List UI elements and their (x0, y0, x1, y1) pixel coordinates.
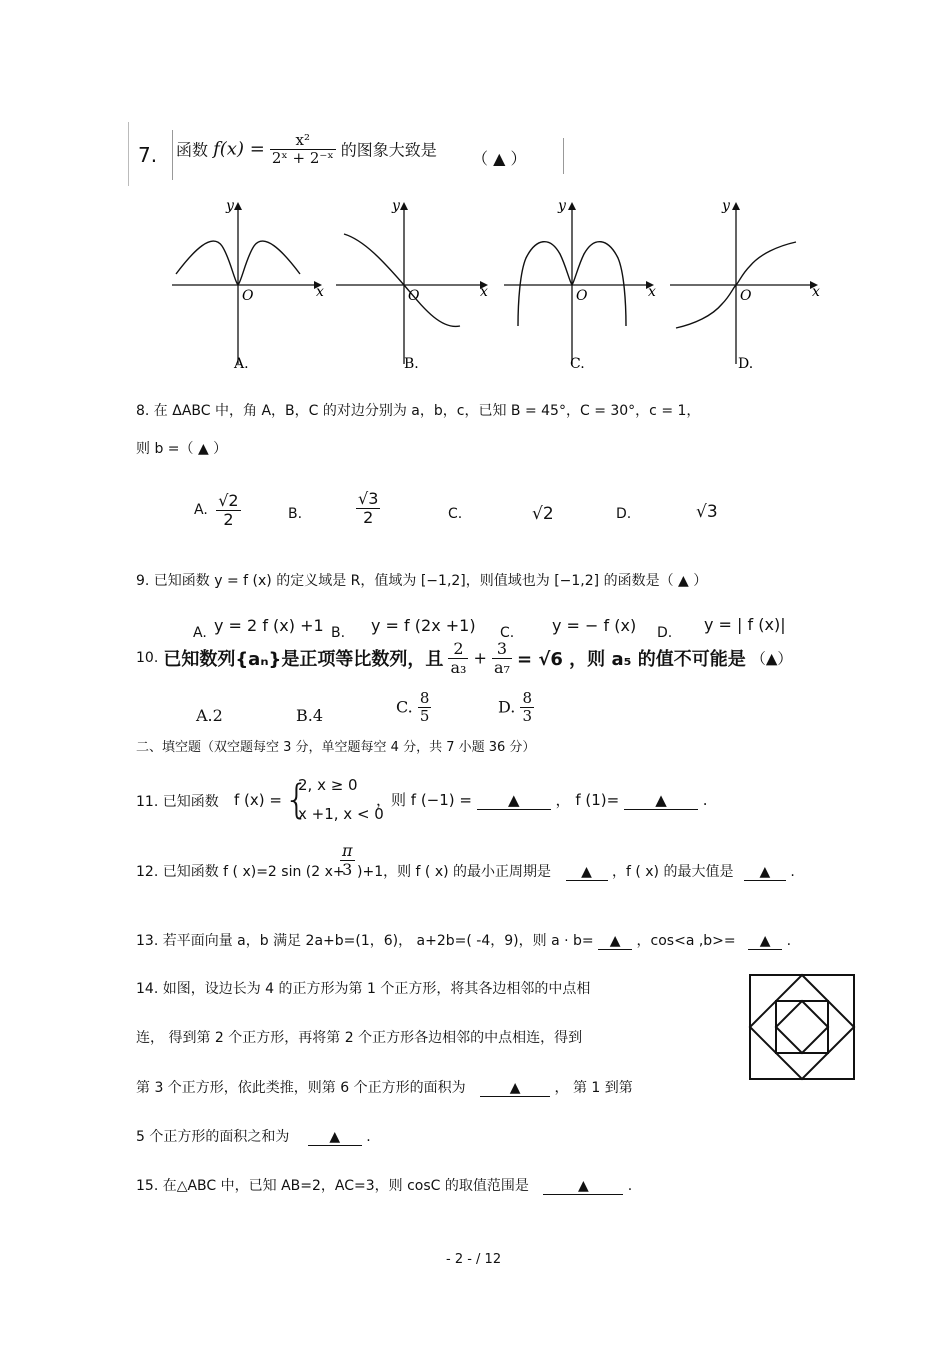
q11-blank-2[interactable]: ▲ (624, 791, 698, 810)
q11-sep: ， f (1)= (555, 791, 620, 809)
q9-option-a-value: y = 2 f (x) +1 (214, 616, 324, 635)
q8-option-b-label: B. (288, 506, 303, 522)
graph-b (336, 198, 488, 372)
q7-stem-prefix: 函数 (176, 140, 209, 160)
q10-answer: （▲） (750, 649, 793, 668)
q12-end: . (790, 864, 795, 880)
q11-fx: f (x) = (234, 791, 282, 809)
q10-eq: = √6 ，则 a₅ 的值不可能是 (517, 649, 746, 671)
graph-b-y: y (392, 198, 400, 214)
q8-option-a-label: A. (194, 502, 208, 519)
graph-a-y: y (226, 198, 234, 214)
q10-option-a-value: 2 (212, 706, 223, 725)
q12-pi-den: 3 (342, 859, 353, 879)
q9-option-a-label: A. (193, 625, 207, 641)
section-2-heading: 二、填空题（双空题每空 3 分，单空题每空 4 分，共 7 小题 36 分） (136, 740, 536, 755)
q12-pi-num: π (342, 841, 353, 860)
q7-answer: （ ▲ ） (472, 149, 527, 168)
q8-line1: 8. 在 ΔABC 中，角 A，B，C 的对边分别为 a，b，c，已知 B = 45°，C = 30°，c = 1， (136, 403, 701, 419)
q8-option-b-frac (356, 490, 380, 526)
q12-blank-2[interactable]: ▲ (744, 864, 786, 881)
q12-prefix: 12. 已知函数 f ( x)=2 sin (2 x+ (136, 864, 345, 880)
q8-option-a-frac (216, 492, 240, 528)
q9-option-b-value: y = f (2x +1) (371, 616, 476, 635)
q10-option-c-label: C. (396, 697, 413, 717)
graph-d-label: D. (738, 356, 754, 372)
q13-text: 13. 若平面向量 a，b 满足 2a+b=(1，6)， a+2b=( -4，9)，则 a · b= (136, 933, 594, 949)
graph-d-y: y (722, 198, 730, 214)
q13-end: . (786, 933, 792, 949)
q14-nested-squares-figure (748, 973, 856, 1081)
q8-line2: 则 b =（ ▲ ） (136, 441, 228, 457)
q12-frac (340, 842, 355, 878)
q10-option-d-frac (520, 690, 534, 724)
q9-option-c-value: y = − f (x) (552, 616, 637, 635)
q15-end: . (627, 1178, 633, 1194)
q13-line (136, 930, 791, 950)
q10-option-b-label: B. (296, 706, 313, 725)
graph-b-o: O (408, 288, 420, 304)
q7-frame-right (563, 138, 564, 174)
q14-blank-1[interactable]: ▲ (480, 1080, 550, 1097)
graph-c-o: O (576, 288, 588, 304)
q10-option-a (196, 706, 223, 725)
q8-option-c-label: C. (448, 506, 463, 522)
q13-blank-1[interactable]: ▲ (598, 933, 632, 950)
q7-fraction (270, 132, 336, 166)
q12-sep: ，f ( x) 的最大值是 (611, 864, 734, 880)
q10-stem (136, 640, 792, 676)
page-number: - 2 - / 12 (446, 1252, 502, 1267)
q8-option-a-den: 2 (223, 509, 234, 529)
q8-option-d-value: √3 (696, 502, 718, 522)
q11-prefix: 11. 已知函数 (136, 794, 219, 810)
q14-line3a: 第 3 个正方形，依此类推，则第 6 个正方形的面积为 (136, 1080, 466, 1096)
q8-option-b-den: 2 (363, 507, 374, 527)
graph-a-label: A. (234, 356, 249, 372)
q9-option-d-value: y = | f (x)| (704, 615, 786, 634)
q8-option-b (356, 490, 380, 526)
q10-option-d (498, 690, 534, 724)
q14-line4b: . (366, 1129, 371, 1145)
q10-option-d-label: D. (498, 697, 516, 717)
q15-blank[interactable]: ▲ (543, 1178, 623, 1195)
q7-frame-inner (172, 130, 173, 180)
q7-fx: f(x) = (213, 138, 265, 160)
q11-case1: 2, x ≥ 0 (298, 776, 358, 794)
q15-text: 15. 在△ABC 中，已知 AB=2，AC=3，则 cosC 的取值范围是 (136, 1178, 529, 1194)
q7-frac-num: x² (270, 132, 336, 150)
q12-mid: )+1，则 f ( x) 的最小正周期是 (357, 864, 552, 880)
q11-brace: { (284, 777, 310, 823)
q14-line2: 连， 得到第 2 个正方形，再将第 2 个正方形各边相邻的中点相连，得到 (136, 1030, 583, 1046)
graph-a-x: x (316, 284, 324, 300)
graph-c (504, 198, 656, 372)
graph-b-label: B. (404, 356, 419, 372)
q10-frac1 (448, 640, 468, 676)
q14-blank-2[interactable]: ▲ (308, 1129, 362, 1146)
graph-c-x: x (648, 284, 656, 300)
q12-pi-frac (340, 842, 355, 878)
q7-graphs (164, 192, 830, 378)
q10-option-b-value: 4 (312, 706, 324, 725)
q11-end: . (702, 791, 708, 809)
graph-c-y: y (558, 198, 566, 214)
q10-option-a-label: A. (196, 706, 213, 725)
q12-tail (357, 861, 795, 881)
q10-option-d-den: 3 (522, 706, 532, 725)
q10-frac2-num: 3 (492, 640, 512, 659)
q9-stem: 9. 已知函数 y = f (x) 的定义域是 R，值域为 [−1,2]，则值域也为 [−1,2] 的函数是（ ▲ ） (136, 573, 708, 589)
q7-number: 7. (138, 143, 158, 167)
q10-option-c (396, 690, 431, 724)
q14-line1: 14. 如图，设边长为 4 的正方形为第 1 个正方形，将其各边相邻的中点相 (136, 981, 591, 997)
q11-case2: x +1, x < 0 (298, 805, 384, 823)
q8-option-d-label: D. (616, 506, 632, 522)
q10-plus: + (473, 648, 487, 668)
graph-a (172, 198, 324, 372)
q10-frac1-num: 2 (448, 640, 468, 659)
q12-blank-1[interactable]: ▲ (566, 864, 608, 881)
q14-line4 (136, 1126, 371, 1146)
q10-frac2-den: a₇ (493, 657, 510, 677)
q11-mid: ，则 f (−1) = (376, 791, 472, 809)
graph-a-o: O (242, 288, 254, 304)
graph-d-o: O (740, 288, 752, 304)
q9-option-b-label: B. (331, 625, 346, 641)
q14-line3 (136, 1077, 633, 1097)
q10-option-c-num: 8 (419, 689, 430, 707)
graph-d (670, 198, 820, 372)
q11-tail (376, 789, 708, 810)
q14-line3b: ， 第 1 到第 (554, 1080, 633, 1096)
q10-frac2 (492, 640, 512, 676)
q7-frac-den: 2ˣ + 2⁻ˣ (271, 148, 334, 167)
q10-text1: 已知数列{aₙ}是正项等比数列，且 (163, 649, 444, 671)
q10-option-b (296, 706, 323, 725)
q13-sep: ，cos<a ,b>= (636, 933, 736, 949)
q9-option-c-label: C. (500, 625, 515, 641)
q7-stem (176, 132, 437, 166)
q10-option-c-frac (418, 690, 432, 724)
q10-option-d-num: 8 (522, 689, 532, 707)
q11-blank-1[interactable]: ▲ (477, 791, 551, 810)
q14-line4a: 5 个正方形的面积之和为 (136, 1129, 290, 1145)
graph-b-x: x (480, 284, 488, 300)
q8-option-a (194, 492, 241, 528)
graph-d-x: x (812, 284, 820, 300)
q10-frac1-den: a₃ (450, 657, 467, 677)
q10-option-c-den: 5 (419, 706, 430, 725)
q9-option-d-label: D. (657, 625, 673, 641)
q8-option-b-num: √3 (358, 489, 379, 508)
q8-option-a-num: √2 (218, 491, 239, 510)
q7-stem-suffix: 的图象大致是 (340, 140, 437, 160)
q10-prefix: 10. (136, 650, 159, 667)
graph-c-label: C. (570, 356, 585, 372)
q8-option-c-value: √2 (532, 504, 554, 524)
q15-line (136, 1175, 632, 1195)
q13-blank-2[interactable]: ▲ (748, 933, 782, 950)
